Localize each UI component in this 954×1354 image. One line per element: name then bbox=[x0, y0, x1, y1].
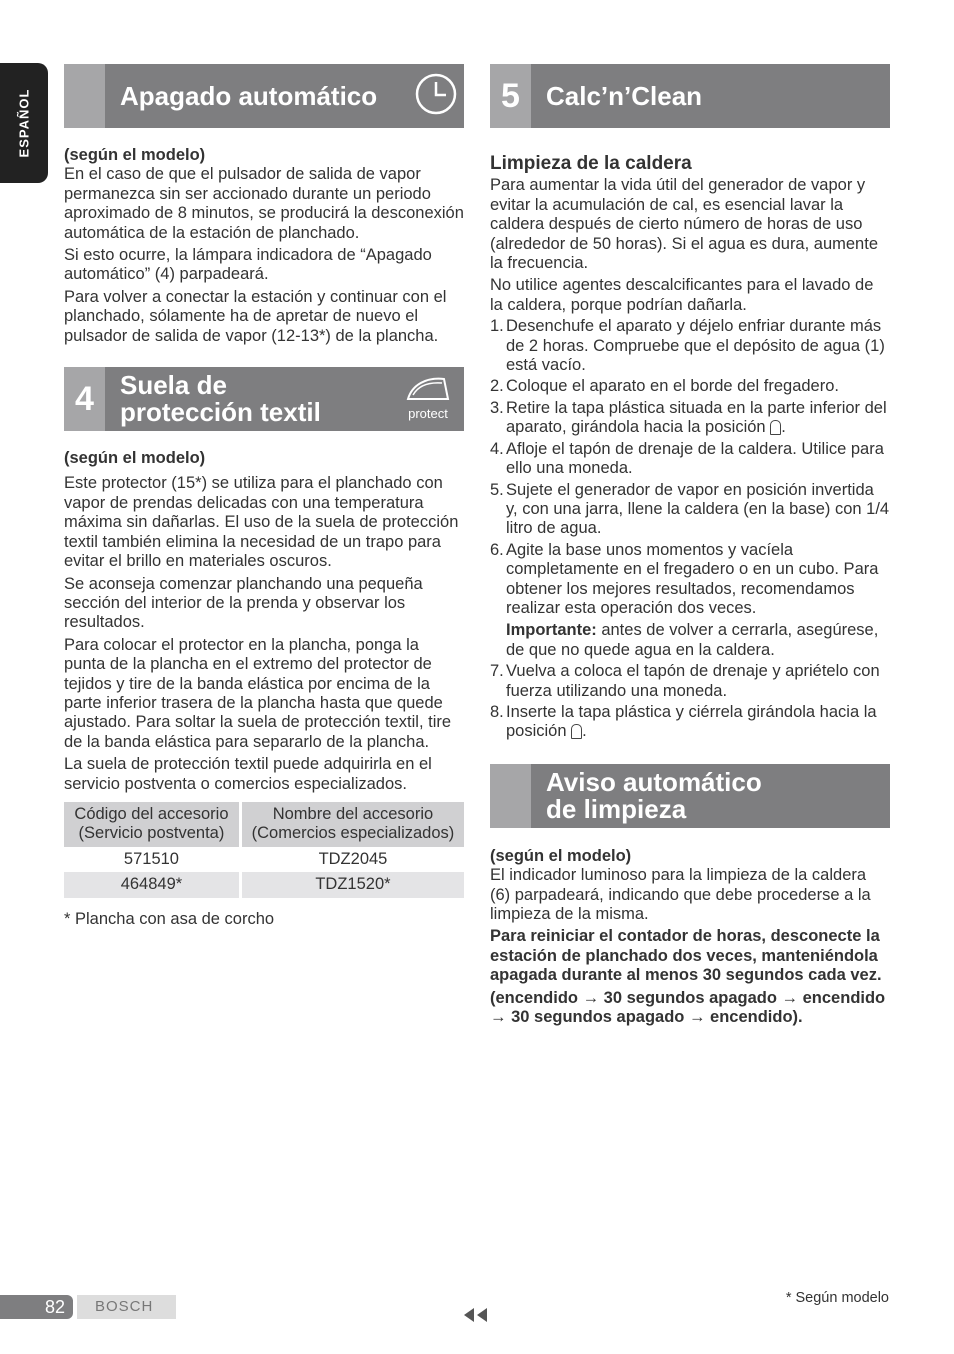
apagado-paragraph: En el caso de que el pulsador de salida de vapor permanezca sin ser accionado durante un periodo aproximado de 8 minutos, se producirá la desconexión automática de la estación de planchado. bbox=[64, 165, 464, 242]
suela-paragraph: Se aconseja comenzar planchando una pequeña sección del interior de la prenda y observar los resultados. bbox=[64, 574, 423, 632]
aviso-title-line1: Aviso automático bbox=[546, 766, 762, 797]
calc-paragraph: No utilice agentes descalcificantes para el lavado de la caldera, porque podrían dañarla. bbox=[490, 276, 874, 314]
suela-paragraph: Este protector (15*) se utiliza para el planchado con vapor de prendas delicadas con una temperatura máxima sin dañarlas. El uso de la suela de protección textil también elimina la necesidad de un trapo para evitar el brillo en materiales oscuros. bbox=[64, 474, 459, 571]
suela-number: 4 bbox=[64, 367, 105, 431]
previous-page-icon[interactable] bbox=[462, 1307, 490, 1328]
aviso-bold-paragraph: (encendido → 30 segundos apagado → encendido → 30 segundos apagado → encendido). bbox=[490, 988, 886, 1027]
table-row bbox=[64, 872, 464, 897]
calc-heading: Limpieza de la caldera bbox=[490, 153, 692, 174]
list-item: 7. Vuelva a coloca el tapón de drenaje y apriételo con fuerza utilizando una moneda. bbox=[490, 662, 880, 700]
calc-steps bbox=[490, 317, 890, 742]
suela-title-line2: protección textil bbox=[120, 397, 321, 428]
aviso-bold-paragraph: Para reiniciar el contador de horas, desconecte la estación de planchado dos veces, manteniéndola apagada durante al menos 30 segundos cada vez. bbox=[490, 927, 882, 985]
language-tab bbox=[0, 63, 48, 183]
left-column bbox=[64, 64, 464, 929]
right-column bbox=[490, 64, 890, 1027]
suela-header bbox=[64, 367, 464, 431]
list-item: 6. Agite la base unos momentos y vacíela completamente en el fregadero o en un cubo. Para obtener los mejores resultados, recomendamos realizar esta operación dos veces. Importante: antes de volver a cerrarla, asegúrese, de que no quede agua en la caldera. bbox=[490, 540, 879, 659]
calc-paragraph: Para aumentar la vida útil del generador de vapor y evitar la acumulación de cal, es esencial lavar la caldera después de cierto número de horas de uso (alrededor de 50 horas). Si el agua es dura, aumente la frecuencia. bbox=[490, 176, 878, 273]
list-item: 5. Sujete el generador de vapor en posición invertida y, con una jarra, llene la caldera (en la base) con 1/4 litro de agua. bbox=[490, 480, 890, 538]
table-cell: TDZ2045 bbox=[318, 849, 388, 868]
table-header: Código del accesorio (Servicio postventa) bbox=[64, 802, 240, 847]
table-cell: TDZ1520* bbox=[240, 872, 464, 897]
table-cell: 464849* bbox=[64, 872, 240, 897]
suela-paragraph: La suela de protección textil puede adquirirla en el servicio postventa o comercios especializados. bbox=[64, 755, 432, 793]
important-label: Importante: bbox=[506, 621, 597, 640]
unlock-icon bbox=[770, 420, 781, 435]
page-number: 82 bbox=[0, 1295, 73, 1319]
list-item: 8. Inserte la tapa plástica y ciérrela girándola hacia la posición . bbox=[490, 702, 877, 741]
suela-subtitle: (según el modelo) bbox=[64, 449, 206, 468]
apagado-paragraph: Para volver a conectar la estación y continuar con el planchado, sólamente ha de apretar de nuevo el pulsador de salida de vapor (12-13*) de la plancha. bbox=[64, 287, 447, 345]
aviso-title bbox=[546, 764, 762, 828]
iron-protect-icon bbox=[398, 373, 458, 421]
aviso-paragraph: El indicador luminoso para la limpieza de la caldera (6) parpadeará, indicando que debe procederse a la limpieza de la misma. bbox=[490, 866, 871, 923]
apagado-number-box bbox=[64, 64, 105, 128]
aviso-number-box bbox=[490, 764, 531, 828]
protect-label: protect bbox=[408, 406, 448, 422]
footer-note: * Según modelo bbox=[785, 1290, 889, 1306]
suela-title bbox=[120, 367, 321, 431]
accessory-table bbox=[64, 802, 464, 898]
table-footnote: * Plancha con asa de corcho bbox=[64, 909, 275, 928]
list-item: 3. Retire la tapa plástica situada en la parte inferior del aparato, girándola hacia la posición . bbox=[490, 398, 887, 437]
apagado-header bbox=[64, 64, 464, 128]
suela-paragraph: Para colocar el protector en la plancha, ponga la punta de la plancha en el extremo del protector de tejidos y tire de la banda elástica por encima de la parte inferior trasera de la plancha hasta que quede ajustado. Para soltar la suela de protección textil, tire de la banda elástica para separarlo de la plancha. bbox=[64, 635, 452, 751]
aviso-header bbox=[490, 764, 890, 828]
apagado-title: Apagado automático bbox=[120, 80, 378, 111]
table-header: Nombre del accesorio (Comercios especializados) bbox=[240, 802, 464, 847]
list-item: 1. Desenchufe el aparato y déjelo enfriar durante más de 2 horas. Compruebe que el depósito de agua (1) está vacío. bbox=[490, 317, 885, 375]
calc-number: 5 bbox=[490, 64, 531, 128]
list-item: 4. Afloje el tapón de drenaje de la caldera. Utilice para ello una moneda. bbox=[490, 439, 884, 478]
calc-header bbox=[490, 64, 890, 128]
table-cell: 571510 bbox=[64, 847, 240, 872]
list-item: 2. Coloque el aparato en el borde del fregadero. bbox=[490, 377, 839, 396]
lock-icon bbox=[571, 724, 582, 739]
apagado-subtitle: (según el modelo) bbox=[64, 146, 206, 164]
apagado-paragraph: Si esto ocurre, la lámpara indicadora de “Apagado automático” (4) parpadeará. bbox=[64, 246, 432, 284]
language-label: ESPAÑOL bbox=[16, 88, 32, 158]
aviso-subtitle: (según el modelo) bbox=[490, 846, 632, 865]
calc-title: Calc’n’Clean bbox=[546, 80, 703, 111]
brand-label: BOSCH bbox=[77, 1295, 176, 1319]
suela-title-line1: Suela de bbox=[120, 370, 227, 401]
table-row bbox=[64, 847, 464, 872]
important-text: antes de volver a cerrarla, asegúrese, de que no quede agua en la caldera. bbox=[506, 621, 879, 659]
clock-icon bbox=[414, 72, 458, 121]
aviso-title-line2: de limpieza bbox=[546, 793, 687, 824]
